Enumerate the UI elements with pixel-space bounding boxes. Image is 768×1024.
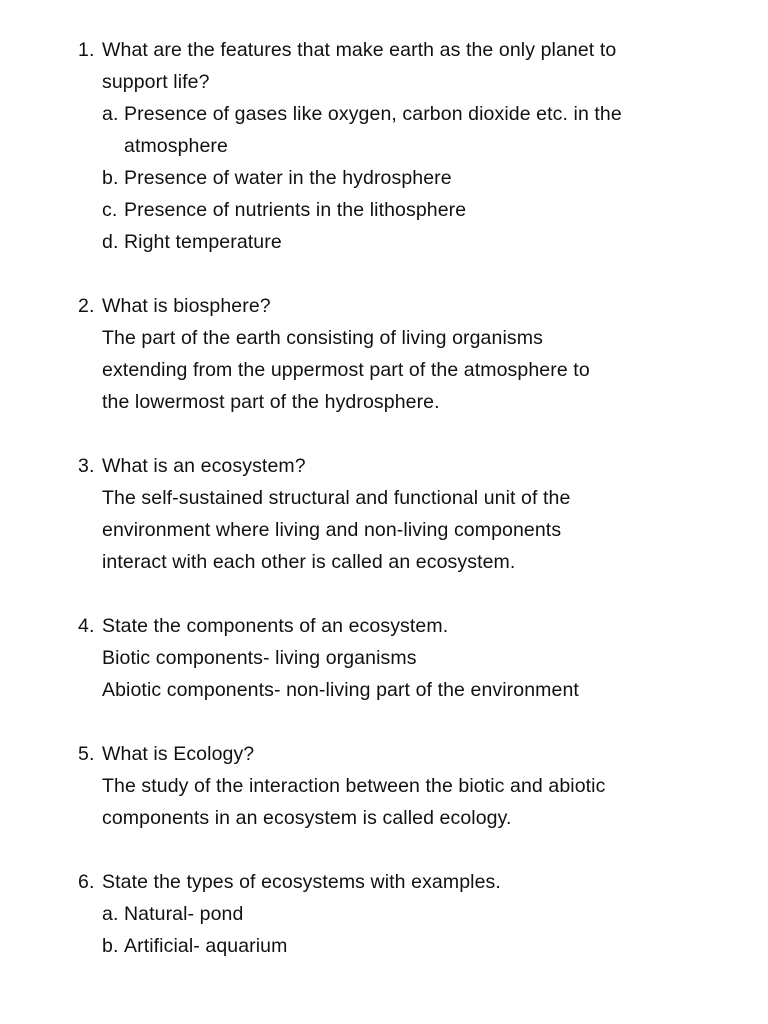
sub-item-a [78,898,738,930]
sub-item-text: Natural- pond [124,903,244,925]
question-text: What is biosphere? [102,295,271,317]
question-block-3 [78,450,738,578]
sub-item-letter: d. [102,231,119,253]
sub-item-text: Presence of nutrients in the lithosphere [124,199,467,221]
question-block-6 [78,866,738,962]
answer-line: components in an ecosystem is called ecology. [102,807,512,829]
sub-item-letter: b. [102,935,119,957]
answer-line: Biotic components- living organisms [102,647,417,669]
question-text: What is Ecology? [102,743,255,765]
answer-line: extending from the uppermost part of the atmosphere to [102,359,590,381]
answer-line: Abiotic components- non-living part of the environment [102,679,579,701]
sub-item-d [78,226,738,258]
sub-item-a [78,98,738,130]
answer-line: interact with each other is called an ecosystem. [102,551,516,573]
question-number: 4. [78,615,95,637]
question-line [78,738,738,770]
sub-item-text-continued: atmosphere [124,135,228,157]
question-number: 3. [78,455,95,477]
answer-line: the lowermost part of the hydrosphere. [102,391,440,413]
question-text: What is an ecosystem? [102,455,306,477]
sub-item-c [78,194,738,226]
sub-item-b [78,162,738,194]
sub-item-letter: a. [102,103,119,125]
question-line [78,610,738,642]
sub-item-text: Presence of water in the hydrosphere [124,167,452,189]
sub-item-b [78,930,738,962]
sub-item-text: Right temperature [124,231,282,253]
sub-item-text: Presence of gases like oxygen, carbon dioxide etc. in the [124,103,622,125]
question-number: 5. [78,743,95,765]
document-body [78,34,738,994]
sub-item-letter: a. [102,903,119,925]
question-text: State the types of ecosystems with examples. [102,871,501,893]
question-line [78,290,738,322]
answer-line: The self-sustained structural and functional unit of the [102,487,571,509]
sub-item-letter: c. [102,199,118,221]
question-block-4 [78,610,738,706]
question-line [78,866,738,898]
question-text: What are the features that make earth as the only planet to [102,39,617,61]
question-number: 6. [78,871,95,893]
question-block-2 [78,290,738,418]
sub-item-text: Artificial- aquarium [124,935,288,957]
question-text-continued: support life? [102,71,210,93]
question-block-5 [78,738,738,834]
question-text: State the components of an ecosystem. [102,615,449,637]
question-line [78,34,738,66]
question-line [78,450,738,482]
answer-line: The study of the interaction between the biotic and abiotic [102,775,606,797]
question-block-1 [78,34,738,258]
question-number: 2. [78,295,95,317]
question-number: 1. [78,39,95,61]
answer-line: environment where living and non-living components [102,519,562,541]
answer-line: The part of the earth consisting of living organisms [102,327,543,349]
sub-item-letter: b. [102,167,119,189]
